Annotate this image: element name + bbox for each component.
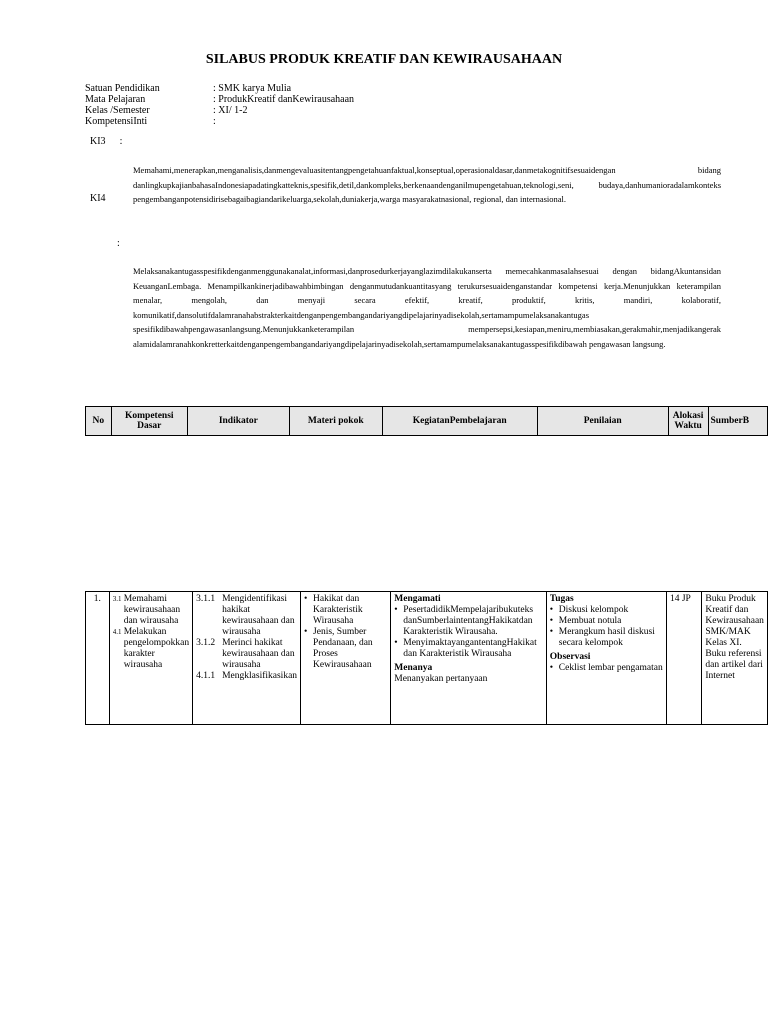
cell-penilaian [546, 592, 666, 725]
list-item [550, 616, 663, 627]
table-row [86, 592, 768, 725]
kegiatan-heading: Menanya [394, 663, 433, 673]
list-item [550, 663, 663, 674]
meta-value: : SMK karya Mulia [213, 83, 292, 94]
list-item [550, 627, 663, 649]
meta-value: : [213, 116, 216, 127]
penilaian-text: Diskusi kelompok [558, 605, 629, 615]
bullet-icon: • [549, 616, 554, 626]
col-header-no: No [86, 407, 112, 436]
col-header-sumber: SumberB [708, 407, 768, 436]
sumber-text: Buku Produk Kreatif dan Kewirausahaan SMK/MAK Kelas XI. Buku referensi dan artikel dari Internet [705, 594, 764, 681]
meta-label: Kelas /Semester [85, 105, 150, 116]
cell-no [86, 592, 110, 725]
ki4-colon: : [117, 238, 120, 249]
cell-kegiatan [391, 592, 547, 725]
bullet-icon: • [304, 627, 308, 637]
ki3-label: KI3 [90, 136, 106, 147]
bullet-icon: • [549, 605, 554, 615]
meta-label: KompetensiInti [85, 116, 148, 127]
list-item [113, 627, 189, 671]
syllabus-table-body [85, 591, 768, 725]
cell-materi [301, 592, 391, 725]
meta-value: : XI/ 1-2 [213, 105, 248, 116]
list-item [394, 638, 543, 660]
bullet-icon: • [394, 638, 398, 648]
meta-row-ki [85, 116, 354, 127]
row-number: 1. [93, 594, 101, 604]
indikator-text: Mengklasifikasikan [222, 671, 298, 681]
penilaian-heading: Tugas [549, 594, 574, 604]
indikator-number: 3.1.2 [196, 638, 216, 648]
kd-text: Melakukan pengelompokkan karakter wirausaha [123, 627, 190, 670]
bullet-icon: • [549, 663, 554, 673]
alokasi-text: 14 JP [669, 594, 691, 604]
kd-number: 4.1 [112, 628, 122, 636]
meta-row-satuan [85, 83, 354, 94]
meta-value: : ProdukKreatif danKewirausahaan [213, 94, 355, 105]
penilaian-heading: Observasi [549, 652, 591, 662]
list-item [304, 594, 387, 627]
col-header-materi: Materi pokok [289, 407, 382, 436]
indikator-text: Mengidentifikasi hakikat kewirausahaan dan wirausaha [222, 594, 295, 637]
kegiatan-text: MenyimaktayangantentangHakikat dan Karakteristik Wirausaha [403, 638, 537, 659]
list-item [196, 638, 297, 671]
cell-alokasi [666, 592, 701, 725]
cell-sumber [702, 592, 768, 725]
list-item [394, 605, 543, 638]
list-item [550, 605, 663, 616]
bullet-icon: • [304, 594, 308, 604]
list-item [304, 627, 387, 671]
list-item [113, 594, 189, 627]
col-header-penilaian: Penilaian [537, 407, 668, 436]
meta-label: Satuan Pendidikan [85, 83, 160, 94]
ki4-label: KI4 [90, 193, 106, 204]
col-header-kd: Kompetensi Dasar [111, 407, 187, 436]
penilaian-text: Merangkum hasil diskusi secara kelompok [558, 627, 655, 648]
indikator-text: Merinci hakikat kewirausahaan dan wirausaha [222, 638, 295, 670]
kegiatan-heading: Mengamati [394, 594, 441, 604]
meta-label: Mata Pelajaran [85, 94, 146, 105]
ki3-colon: : [119, 136, 123, 147]
cell-indikator [193, 592, 301, 725]
list-item [196, 671, 297, 682]
ki3-label-row [90, 136, 122, 147]
kd-number: 3.1 [112, 595, 122, 603]
kegiatan-text: Menanyakan pertanyaan [394, 674, 488, 684]
identity-block [85, 83, 354, 127]
col-header-alokasi: Alokasi Waktu [668, 407, 708, 436]
materi-text: Hakikat dan Karakteristik Wirausaha [313, 594, 363, 626]
col-header-indikator: Indikator [187, 407, 289, 436]
syllabus-table-header [85, 406, 768, 436]
indikator-number: 3.1.1 [196, 594, 216, 604]
materi-text: Jenis, Sumber Pendanaan, dan Proses Kewirausahaan [313, 627, 373, 670]
list-item [196, 594, 297, 638]
bullet-icon: • [549, 627, 554, 637]
col-header-kegiatan: KegiatanPembelajaran [382, 407, 537, 436]
penilaian-text: Ceklist lembar pengamatan [558, 663, 663, 673]
bullet-icon: • [394, 605, 398, 615]
penilaian-text: Membuat notula [558, 616, 622, 626]
page-title: SILABUS PRODUK KREATIF DAN KEWIRAUSAHAAN [205, 52, 563, 67]
ki4-text: Melaksanakantugasspesifikdenganmenggunakanalat,informasi,danprosedurkerjayanglazimdilakukanserta memecahkanmasalahsesuai dengan bidangAkuntansidan KeuanganLembaga. Menampilkankinerjadibawahbimbingan denganmutudankuantitasyang terukursesuaidenganstandar kompetensi kerja.Menunjukkan keterampilan menalar, mengolah, dan menyaji secara efektif, kreatif, produktif, kritis, mandiri, kolaboratif, komunikatif,dansolutifdalamranahabstrakterkaitdenganpengembangandariyangdipelajarinyadisekolah,sertamampumelaksanakantugas spesifikdibawahpengawasanlangsung.Menunjukkanketerampilan mempersepsi,kesiapan,meniru,membiasakan,gerakmahir,menjadikangerak alamidalamranahkonkretterkaitdenganpengembangandariyangdipelajarinyadisekolah,sertamampumelaksanakantugasspesifikdibawah pengawasan langsung. [133, 266, 721, 349]
ki3-text: Memahami,menerapkan,menganalisis,danmengevaluasitentangpengetahuanfaktual,konseptual,operasionaldasar,danmetakognitifsesuaidengan bidang danlingkupkajianbahasaIndonesiapadatingkatteknis,spesifik,detil,dankompleks,berkenaandenganilmupengetahuan,teknologi,seni, budaya,danhumanioradalamkonteks pengembanganpotensidirisebagaibagiandarikeluarga,sekolah,duniakerja,warga masyarakatnasional, regional, dan internasional. [133, 165, 721, 204]
meta-row-kelas [85, 105, 354, 116]
cell-kd [109, 592, 192, 725]
meta-row-mapel [85, 94, 354, 105]
indikator-number: 4.1.1 [196, 671, 216, 681]
kegiatan-text: PesertadidikMempelajaribukuteks danSumberlaintentangHakikatdan Karakteristik Wirausaha. [403, 605, 534, 637]
kd-text: Memahami kewirausahaan dan wirausaha [123, 594, 181, 626]
